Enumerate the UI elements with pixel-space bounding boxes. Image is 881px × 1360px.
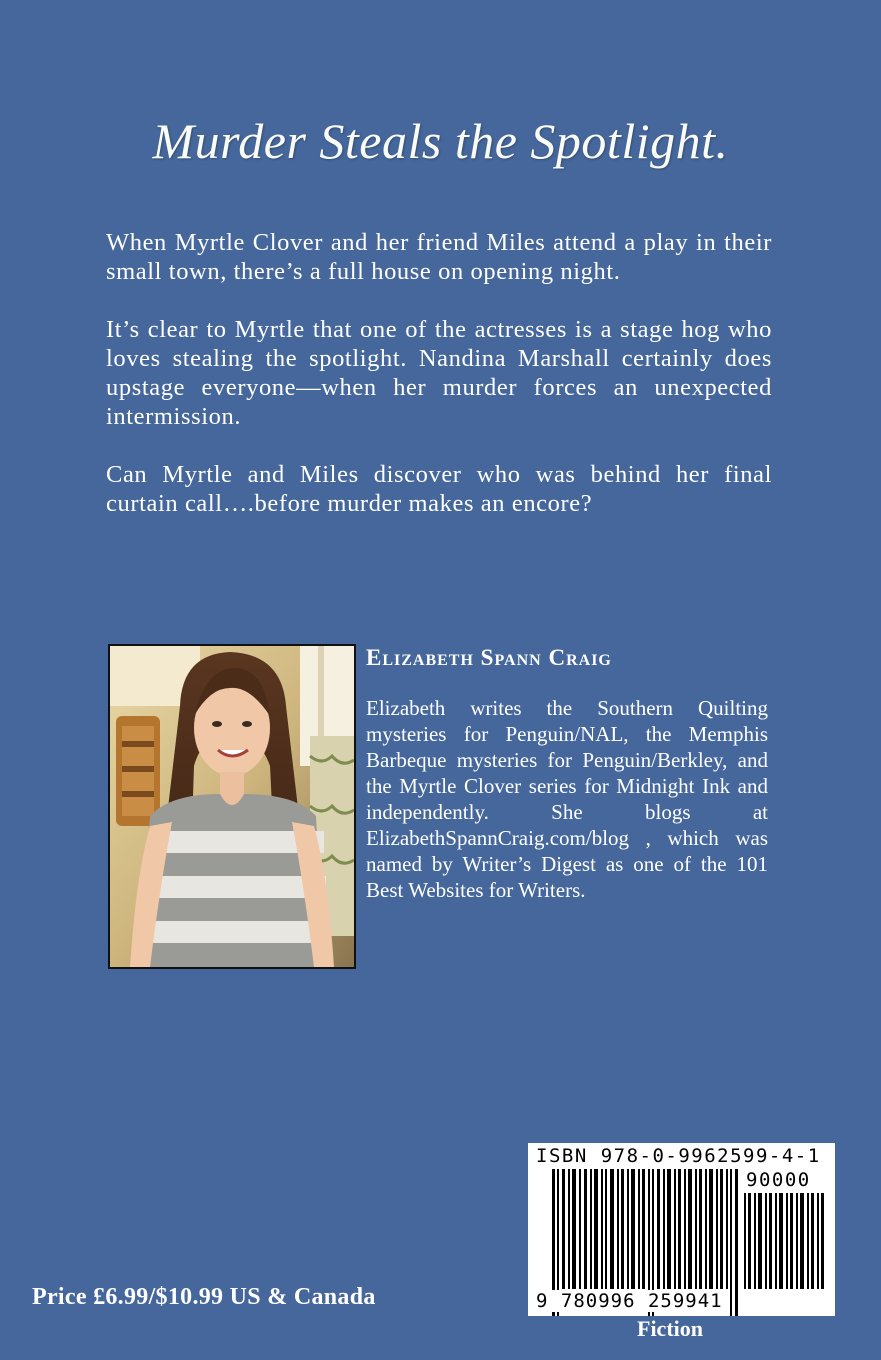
isbn-barcode [528, 1143, 835, 1316]
author-name: Elizabeth Spann Craig [366, 645, 612, 670]
isbn-label: ISBN 978-0-9962599-4-1 [536, 1145, 821, 1167]
author-bio: Elizabeth writes the Southern Quilting mysteries for Penguin/NAL, the Memphis Barbeque mysteries for Penguin/Berkley, and the Myrtle Clover series for Midnight Ink and independently. She blogs at ElizabethSpannCraig.com/blog , which was named by Writer’s Digest as one of the 101 Best Websites for Writers. [366, 696, 768, 902]
price-text: Price £6.99/$10.99 US & Canada [32, 1284, 376, 1310]
blurb-paragraph: Can Myrtle and Miles discover who was behind her final curtain call….before murder makes an encore? [106, 461, 772, 517]
barcode-number: 9 780996 259941 [536, 1290, 723, 1312]
barcode-price-code: 90000 [746, 1169, 811, 1191]
blurb-paragraph: When Myrtle Clover and her friend Miles attend a play in their small town, there’s a full house on opening night. [106, 229, 772, 285]
genre-label: Fiction [637, 1316, 703, 1341]
tagline: Murder Steals the Spotlight. [152, 113, 729, 169]
author-photo [108, 644, 356, 969]
blurb-paragraph: It’s clear to Myrtle that one of the actresses is a stage hog who loves stealing the spotlight. Nandina Marshall certainly does upstage everyone—when her murder forces an unexpected intermission. [106, 316, 772, 430]
author-photo-image [110, 646, 354, 967]
book-blurb [106, 228, 772, 547]
